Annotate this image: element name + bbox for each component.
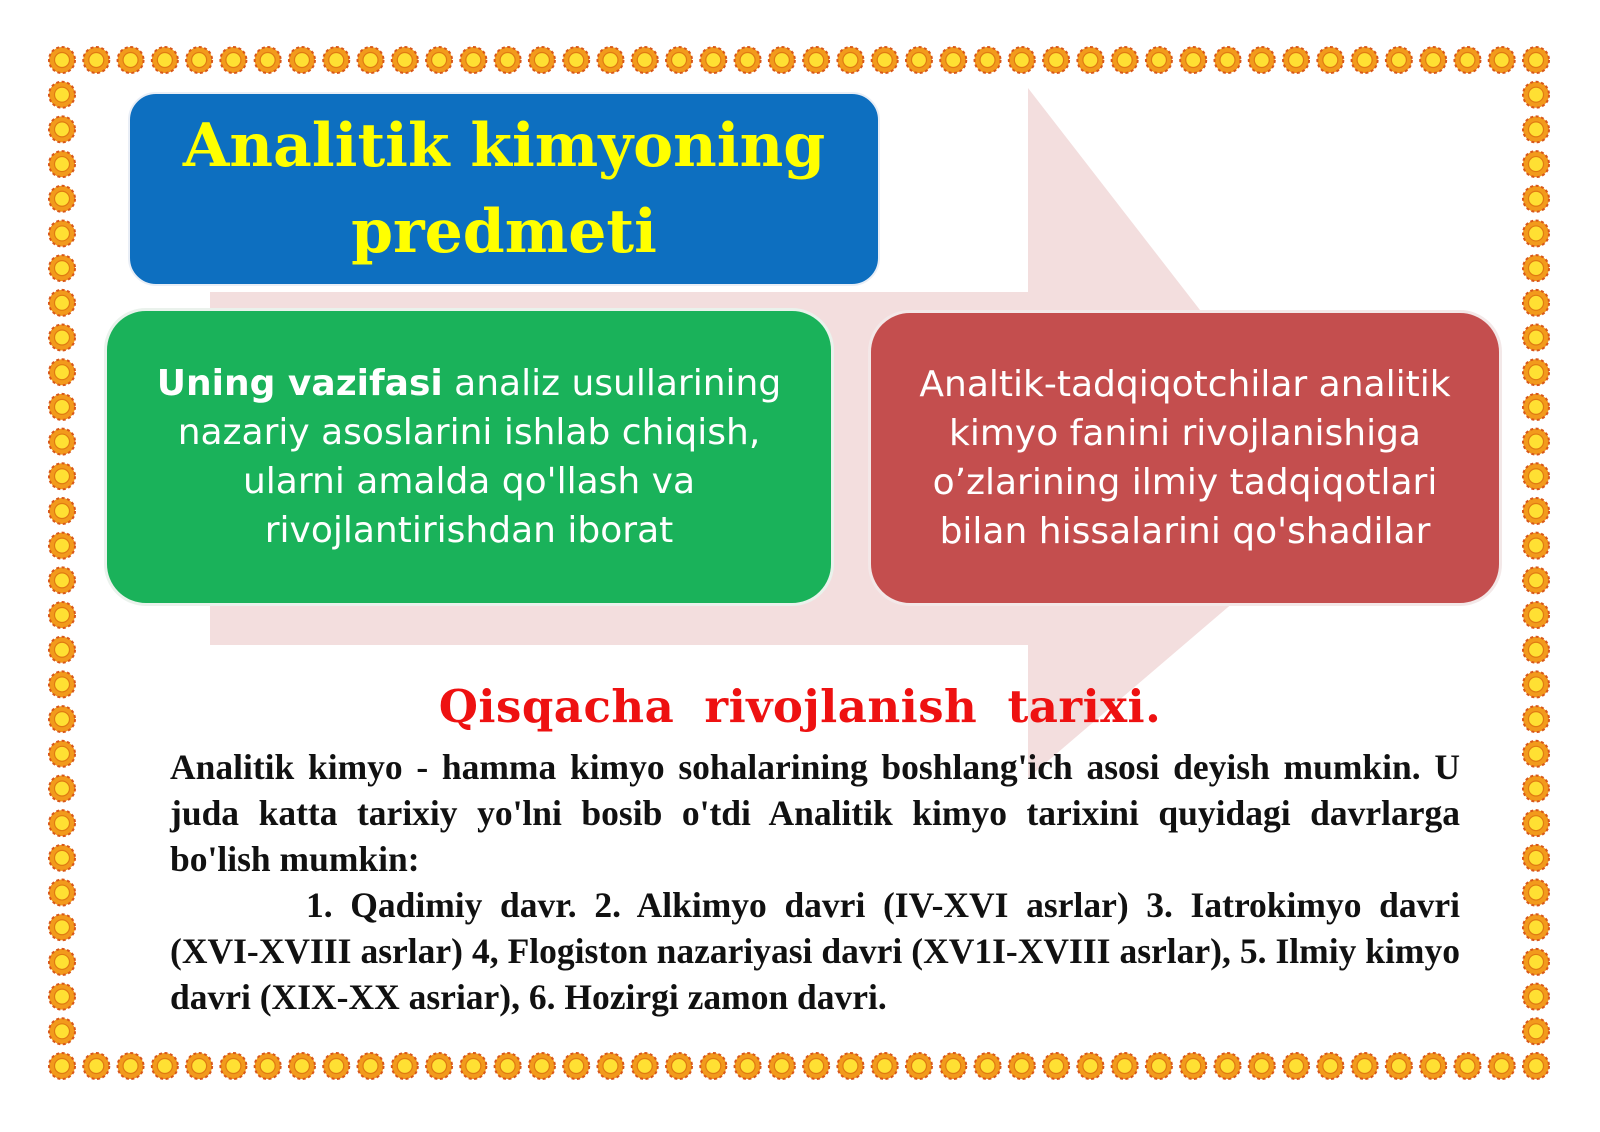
history-paragraph-periods: 1. Qadimiy davr. 2. Alkimyo davri (IV-XVI asrlar) 3. Iatrokimyo davri (XVI-XVIII asrlar) 4, Flogiston nazariyasi davri (XV1I-XVIII asrlar), 5. Ilmiy kimyo davri (XIX-XX asriar), 6. Hozirgi zamon davri. (170, 885, 1460, 1017)
history-body (170, 744, 1460, 1020)
page-title: Analitik kimyoning predmeti (182, 111, 826, 267)
history-heading: Qisqacha rivojlanish tarixi. (438, 680, 1162, 733)
task-description: analiz usullarining nazariy asoslarini ishlab chiqish, ularni amalda qo'llash va rivojlantirishdan iborat (177, 363, 782, 551)
task-text (107, 359, 831, 555)
research-text: Analtik-tadqiqotchilar analitik kimyo fanini rivojlanishiga o’zlarining ilmiy tadqiqotlari bilan hissalarini qo'shadilar (919, 364, 1451, 552)
research-box (868, 310, 1502, 606)
title-box (128, 92, 880, 286)
task-box (104, 308, 834, 606)
task-strong: Uning vazifasi (156, 363, 443, 404)
history-paragraph-intro: Analitik kimyo - hamma kimyo sohalarining boshlang'ich asosi deyish mumkin. U juda katta tarixiy yo'lni bosib o'tdi Analitik kimyo tarixini quyidagi davrlarga bo'lish mumkin: (170, 747, 1460, 879)
